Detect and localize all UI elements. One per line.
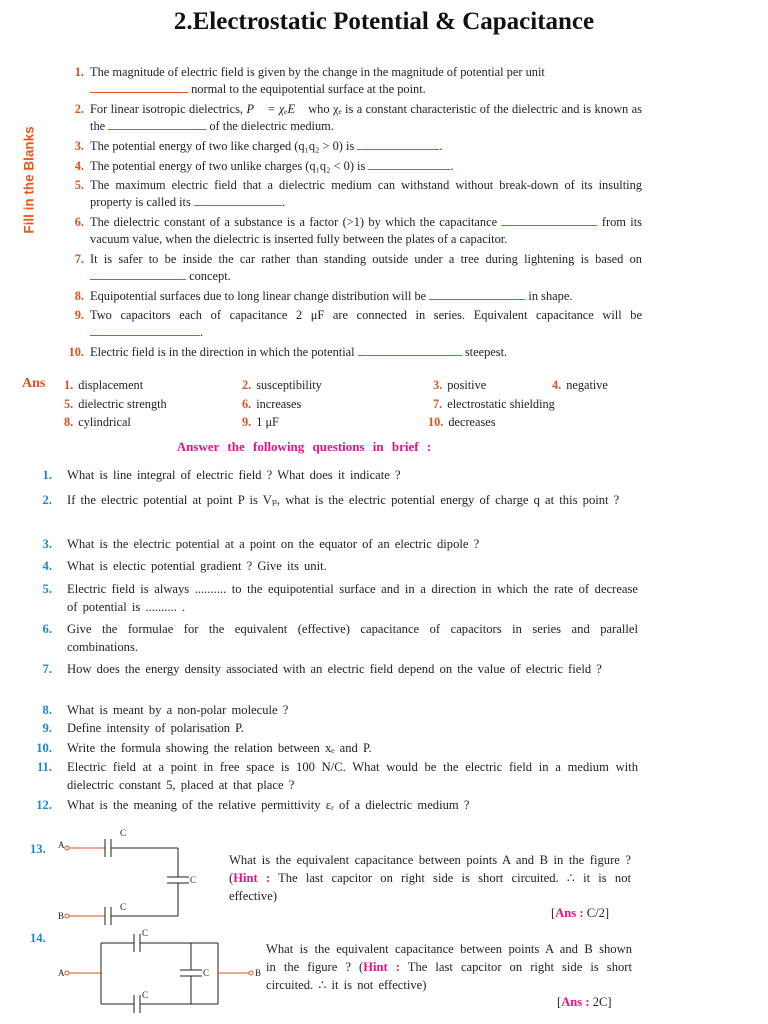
circuit-diagram-14	[55, 926, 265, 1020]
answer-text: dielectric strength	[78, 397, 167, 411]
item-text: The magnitude of electric field is given by the change in the magnitude of potential per unit	[90, 65, 545, 79]
item-number: 1.	[74, 65, 84, 79]
section-heading: Answer the following questions in brief :	[176, 439, 432, 454]
item-number: 4.	[74, 159, 84, 173]
answer-blank	[358, 344, 462, 356]
hint-label: Hint :	[233, 871, 271, 885]
blank-item	[62, 158, 642, 175]
polarisation-formula: P⃗ = χₑE⃗	[246, 102, 305, 116]
capacitor-label: C	[142, 928, 149, 938]
item-number: 2.	[74, 102, 84, 116]
answer-value: C/2	[586, 906, 605, 920]
answer-text: 1 μF	[256, 415, 279, 429]
question-number: 5.	[42, 582, 52, 596]
question-number: 4.	[42, 559, 52, 573]
item-text: who χₑ is a constant characteristic of the dielectric and is known as the	[90, 102, 642, 133]
capacitor-label: C	[190, 875, 197, 885]
item-text: .	[439, 139, 443, 153]
item-text: from its vacuum value, when the dielectric is inserted fully between the plates of a capacitor.	[90, 215, 643, 246]
answer-item	[552, 377, 608, 393]
answer-blank	[429, 288, 525, 300]
question-number: 11.	[36, 760, 52, 774]
answer-number: 7.	[433, 397, 443, 411]
item-text: For linear isotropic dielectrics,	[90, 102, 244, 116]
answer-item	[64, 377, 143, 393]
answer-text: susceptibility	[256, 378, 322, 392]
answer-text: negative	[566, 378, 608, 392]
hint-label: Hint :	[363, 960, 400, 974]
question-item	[22, 466, 638, 484]
item-number: 8.	[74, 289, 84, 303]
hint-text: The last capcitor on right side is short circuited. ∴ it is not effective)	[229, 871, 631, 903]
capacitor-label: C	[120, 902, 127, 912]
answer-number: 10.	[428, 415, 444, 429]
answer-item	[242, 396, 301, 412]
question-text: Define intensity of polarisation P.	[67, 721, 244, 735]
question-number: 1.	[42, 468, 52, 482]
question-text: Electric field is always .......... to the equipotential surface and in a direction in which the rate of decrease of potential is .......... .	[67, 582, 638, 614]
item-text: The potential energy of two unlike charges (q₁q₂ < 0) is	[90, 159, 366, 173]
terminal-label-b: B	[58, 911, 65, 921]
question-item	[22, 620, 638, 656]
question-number: 9.	[42, 721, 52, 735]
question-text: What is electic potential gradient ? Give its unit.	[67, 559, 327, 573]
question-text: What is the meaning of the relative permittivity εᵣ of a dielectric medium ?	[67, 798, 470, 812]
answer-number: 8.	[64, 415, 74, 429]
question-text: Give the formulae for the equivalent (effective) capacitance of capacitors in series and parallel combinations.	[67, 622, 638, 654]
page-title: 2.Electrostatic Potential & Capacitance	[173, 8, 595, 35]
blank-item	[62, 138, 642, 155]
capacitor-label: C	[203, 968, 210, 978]
item-text: The dielectric constant of a substance is a factor (>1) by which the capacitance	[90, 215, 498, 229]
question-number: 13.	[30, 842, 46, 856]
answer-blank	[368, 158, 450, 170]
question-item	[22, 580, 638, 616]
question-item	[22, 701, 638, 719]
answer-blank	[90, 268, 186, 280]
question-number: 14.	[30, 931, 46, 945]
question-item	[22, 739, 638, 757]
item-text: Two capacitors each of capacitance 2 μF are connected in series. Equivalent capacitance will be	[90, 308, 642, 322]
answer-item	[433, 396, 555, 412]
item-text: Equipotential surfaces due to long linear change distribution will be	[90, 289, 427, 303]
question-text: What is the equivalent capacitance between points A and B shown in the figure ? (	[266, 942, 632, 974]
circuit-question-text	[229, 851, 631, 905]
item-text: concept.	[189, 269, 231, 283]
blank-item	[62, 101, 642, 135]
item-text: Electric field is in the direction in which the potential	[90, 345, 355, 359]
blank-item	[62, 307, 642, 341]
answer-blank	[194, 194, 282, 206]
item-number: 6.	[74, 215, 84, 229]
question-number: 2.	[42, 493, 52, 507]
answer-number: 1.	[64, 378, 74, 392]
terminal-label-a: A	[58, 840, 65, 850]
hint-text: The last capcitor on right side is short circuited. ∴ it is not effective)	[266, 960, 632, 992]
blank-item	[62, 64, 642, 98]
question-text: What is meant by a non-polar molecule ?	[67, 703, 289, 717]
question-text: What is the electric potential at a point on the equator of an electric dipole ?	[67, 537, 480, 551]
answer-text: electrostatic shielding	[447, 397, 555, 411]
answer-text: decreases	[448, 415, 496, 429]
question-number: 8.	[42, 703, 52, 717]
item-text: steepest.	[464, 345, 508, 359]
answer-blank	[90, 81, 188, 93]
question-item	[22, 758, 638, 794]
answer-item	[242, 414, 279, 430]
terminal-label-a: A	[58, 968, 65, 978]
answer-text: cylindrical	[78, 415, 131, 429]
answer-tag: [Ans : 2C]	[557, 995, 612, 1009]
answer-blank	[108, 118, 206, 130]
item-text: normal to the equipotential surface at the point.	[191, 82, 426, 96]
capacitor-label: C	[142, 990, 149, 1000]
question-number: 12.	[36, 798, 52, 812]
question-text: What is the equivalent capacitance between points A and B in the figure ? (	[229, 853, 631, 885]
answer-number: 3.	[433, 378, 443, 392]
answer-blank	[501, 214, 597, 226]
question-text: If the electric potential at point P is Vₚ, what is the electric potential energy of charge q at this point ?	[67, 493, 620, 507]
answer-item	[433, 377, 486, 393]
item-text: in shape.	[528, 289, 573, 303]
item-text: The maximum electric field that a dielectric medium can withstand without break-down of its insulting property is called its	[90, 178, 642, 209]
answer-number: 4.	[552, 378, 562, 392]
circuit-diagram-13	[55, 826, 225, 926]
answers-label: Ans	[22, 376, 46, 391]
capacitor-label: C	[120, 828, 127, 838]
answer-number: 5.	[64, 397, 74, 411]
answer-text: displacement	[78, 378, 144, 392]
item-number: 9.	[74, 308, 84, 322]
answer-number: 2.	[242, 378, 252, 392]
side-label	[12, 110, 46, 250]
item-text: The potential energy of two like charged (q₁q₂ > 0) is	[90, 139, 355, 153]
question-item	[22, 535, 638, 553]
item-number: 7.	[74, 252, 84, 266]
blank-item	[62, 288, 642, 305]
question-item	[22, 660, 638, 678]
answer-label: Ans :	[561, 995, 590, 1009]
question-item	[22, 796, 638, 814]
answer-item	[242, 377, 322, 393]
answer-number: 6.	[242, 397, 252, 411]
answer-value: 2C	[592, 995, 608, 1009]
item-text: It is safer to be inside the car rather than standing outside under a tree during lightening is based on	[90, 252, 642, 266]
item-text: .	[200, 325, 204, 339]
question-number: 7.	[42, 662, 52, 676]
side-label-text: Fill in the Blanks	[21, 126, 37, 234]
blank-item	[62, 177, 642, 211]
question-text: How does the energy density associated with an electric field depend on the value of electric field ?	[67, 662, 602, 676]
answer-blank	[357, 138, 439, 150]
circuit-question-text	[266, 940, 632, 994]
question-number: 6.	[42, 622, 52, 636]
question-number: 10.	[36, 741, 52, 755]
question-item	[22, 557, 638, 575]
question-text: Write the formula showing the relation between xₑ and P.	[67, 741, 372, 755]
answer-number: 9.	[242, 415, 252, 429]
blank-item	[62, 214, 642, 248]
answer-item	[64, 414, 131, 430]
blank-item	[62, 344, 642, 361]
item-number: 5.	[74, 178, 84, 192]
terminal-label-b: B	[255, 968, 262, 978]
item-text: of the dielectric medium.	[209, 119, 334, 133]
answer-blank	[90, 324, 200, 336]
question-text: What is line integral of electric field ? What does it indicate ?	[67, 468, 401, 482]
item-number: 3.	[74, 139, 84, 153]
question-item	[22, 491, 638, 509]
question-text: Electric field at a point in free space is 100 N/C. What would be the electric field in a medium with dielectric constant 5, placed at that place ?	[67, 760, 638, 792]
answer-text: positive	[447, 378, 487, 392]
question-number: 3.	[42, 537, 52, 551]
answer-item	[428, 414, 495, 430]
question-item	[22, 719, 638, 737]
answer-item	[64, 396, 167, 412]
item-text: .	[450, 159, 454, 173]
answer-text: increases	[256, 397, 302, 411]
item-text: .	[281, 195, 286, 209]
answer-tag: [Ans : C/2]	[551, 906, 610, 920]
answer-label: Ans :	[555, 906, 584, 920]
blank-item	[62, 251, 642, 285]
item-number: 10.	[68, 345, 84, 359]
